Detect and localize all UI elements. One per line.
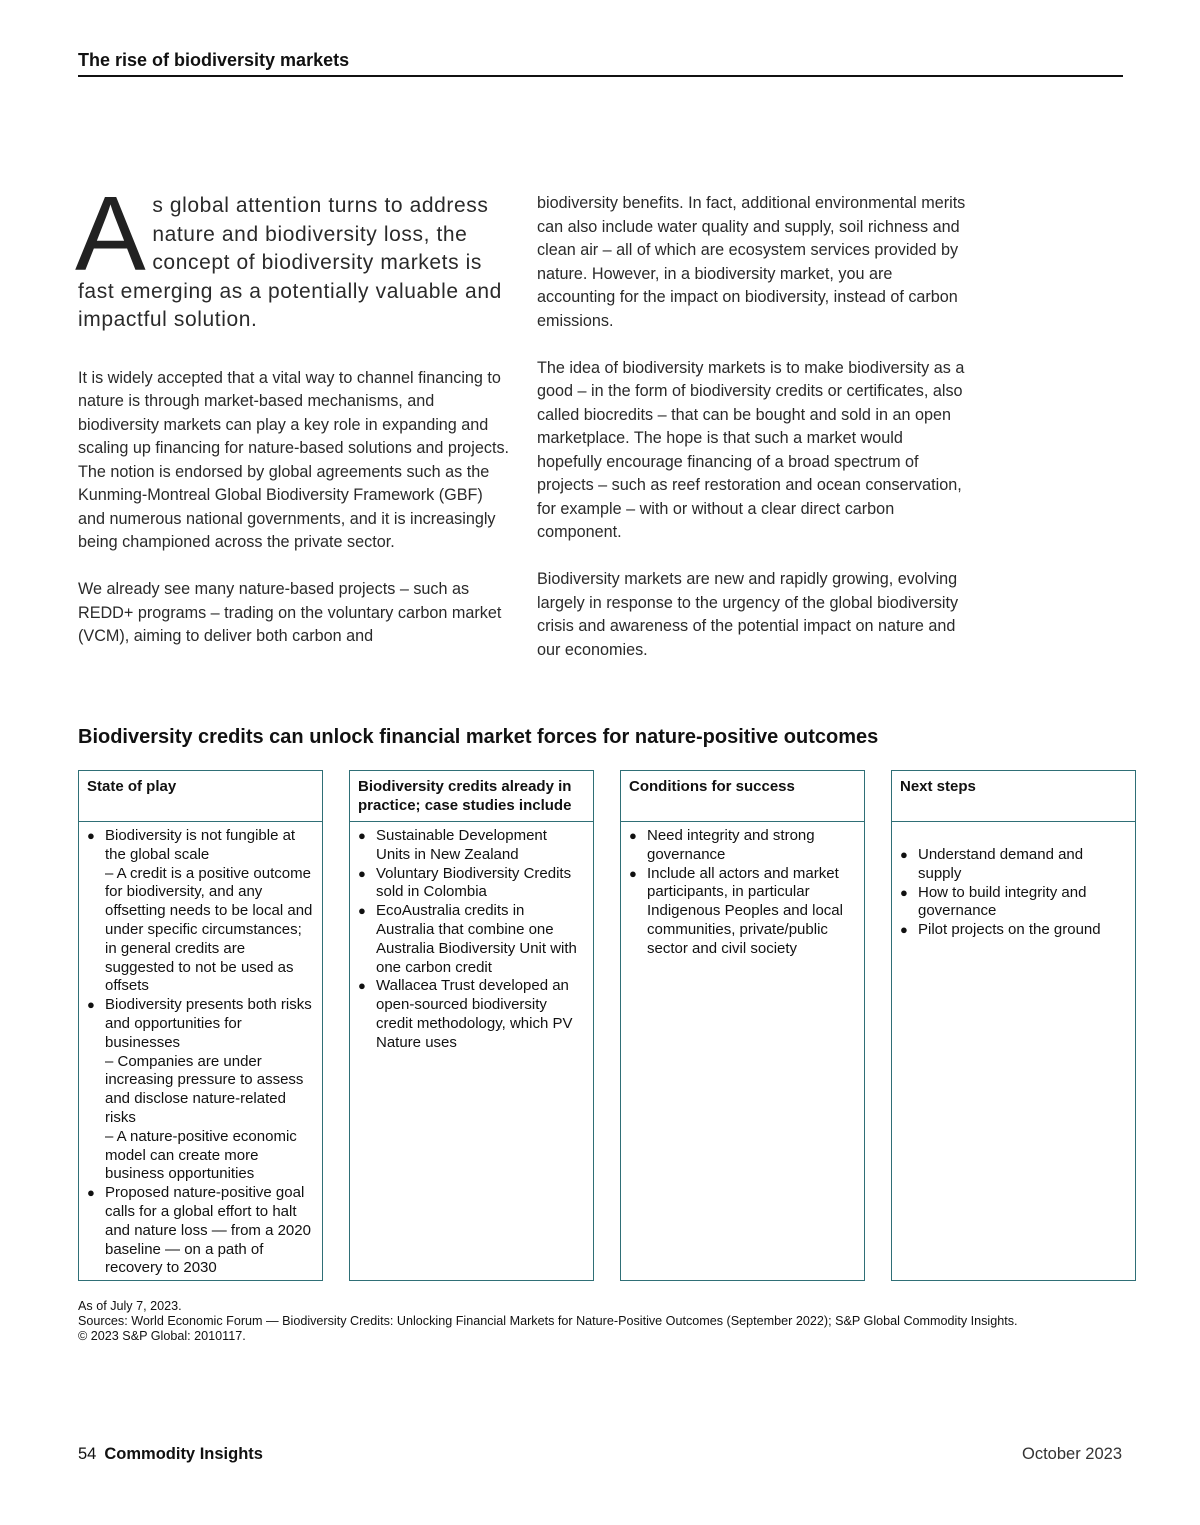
list-item: ● Sustainable Development Units in New Zealand: [358, 827, 585, 865]
panel-next-steps: [891, 770, 1136, 1281]
list-item: ● Voluntary Biodiversity Credits sold in Colombia: [358, 865, 585, 903]
note-copyright: © 2023 S&P Global: 2010117.: [78, 1329, 246, 1343]
publication-name: Commodity Insights: [104, 1445, 263, 1463]
drop-cap: A: [75, 175, 147, 293]
figure-title: Biodiversity credits can unlock financial market forces for nature-positive outcomes: [78, 726, 879, 748]
body-paragraph: It is widely accepted that a vital way to channel financing to nature is through market-based mechanisms, and biodiversity markets can play a key role in expanding and scaling up financing for nature-based solutions and projects. The notion is endorsed by global agreements such as the Kunming-Montreal Global Biodiversity Framework (GBF) and numerous national governments, and it is increasingly being championed across the private sector.: [78, 368, 510, 551]
lead-paragraph: [75, 175, 513, 335]
list-item: ● Include all actors and market participants, in particular Indigenous Peoples and local communities, private/public sector and civil society: [629, 865, 856, 959]
section-title: The rise of biodiversity markets: [78, 50, 350, 70]
list-item: ● Need integrity and strong governance: [629, 827, 856, 865]
list-item: ● Pilot projects on the ground: [900, 921, 1127, 940]
sub-item: – Companies are under increasing pressure to assess and disclose nature-related risks: [105, 1052, 304, 1126]
panel-heading: State of play: [79, 771, 322, 822]
page-footer: [78, 1445, 263, 1464]
list-item: ● Wallacea Trust developed an open-sourced biodiversity credit methodology, which PV Nature uses: [358, 977, 585, 1052]
list-item: ● Proposed nature-positive goal calls for a global effort to halt and nature loss — from a 2020 baseline — on a path of recovery to 2030: [87, 1184, 314, 1278]
panel-case-studies: [349, 770, 594, 1281]
panel-heading: Conditions for success: [621, 771, 864, 822]
panel-conditions-for-success: [620, 770, 865, 1281]
article-right-column: [537, 192, 972, 686]
lead-text: s global attention turns to address nature and biodiversity loss, the concept of biodiversity markets is fast emerging as a potentially valuable and impactful solution.: [78, 194, 502, 331]
article-left-column: [75, 175, 513, 672]
body-paragraph: Biodiversity markets are new and rapidly growing, evolving largely in response to the urgency of the global biodiversity crisis and awareness of the potential impact on nature and our economies.: [537, 570, 959, 659]
publication-date: October 2023: [1022, 1445, 1122, 1463]
body-paragraph: The idea of biodiversity markets is to make biodiversity as a good – in the form of biodiversity credits or certificates, also called biocredits – that can be bought and sold in an open marketplace. The hope is that such a market would hopefully encourage financing of a broad spectrum of projects – such as reef restoration and ocean conservation, for example – with or without a clear direct carbon component.: [537, 358, 965, 541]
list-item: ● EcoAustralia credits in Australia that combine one Australia Biodiversity Unit with one carbon credit: [358, 902, 585, 977]
page-header: [78, 50, 1123, 77]
panel-body: [350, 822, 593, 1053]
list-item: ● Understand demand and supply: [900, 846, 1127, 884]
panel-state-of-play: [78, 770, 323, 1281]
panel-body: [892, 822, 1135, 940]
sub-item: – A credit is a positive outcome for biodiversity, and any offsetting needs to be local and under specific circumstances; in general credits are suggested to not be used as offsets: [105, 864, 313, 995]
note-date: As of July 7, 2023.: [78, 1299, 182, 1313]
list-item: ● How to build integrity and governance: [900, 884, 1127, 922]
body-paragraph: We already see many nature-based projects – such as REDD+ programs – trading on the voluntary carbon market (VCM), aiming to deliver both carbon and: [78, 580, 502, 645]
panel-heading: Biodiversity credits already in practice; case studies include: [350, 771, 593, 822]
list-item: ● Biodiversity presents both risks and opportunities for businesses – Companies are under increasing pressure to assess and disclose nature-related risks – A nature-positive economic model can create more business opportunities: [87, 996, 314, 1184]
figure-notes: [78, 1299, 1018, 1344]
panel-body: [79, 822, 322, 1278]
sub-item: – A nature-positive economic model can create more business opportunities: [105, 1127, 297, 1183]
panel-body: [621, 822, 864, 959]
note-sources: Sources: World Economic Forum — Biodiversity Credits: Unlocking Financial Markets for Nature-Positive Outcomes (September 2022); S&P Global Commodity Insights.: [78, 1314, 1018, 1328]
panel-heading: Next steps: [892, 771, 1135, 822]
body-paragraph: biodiversity benefits. In fact, additional environmental merits can also include water quality and supply, soil richness and clean air – all of which are ecosystem services provided by nature. However, in a biodiversity market, you are accounting for the impact on biodiversity, instead of carbon emissions.: [537, 194, 966, 330]
list-item: ● Biodiversity is not fungible at the global scale – A credit is a positive outcome for biodiversity, and any offsetting needs to be local and under specific circumstances; in general credits are suggested to not be used as offsets: [87, 827, 314, 996]
page-number: 54: [78, 1445, 97, 1463]
